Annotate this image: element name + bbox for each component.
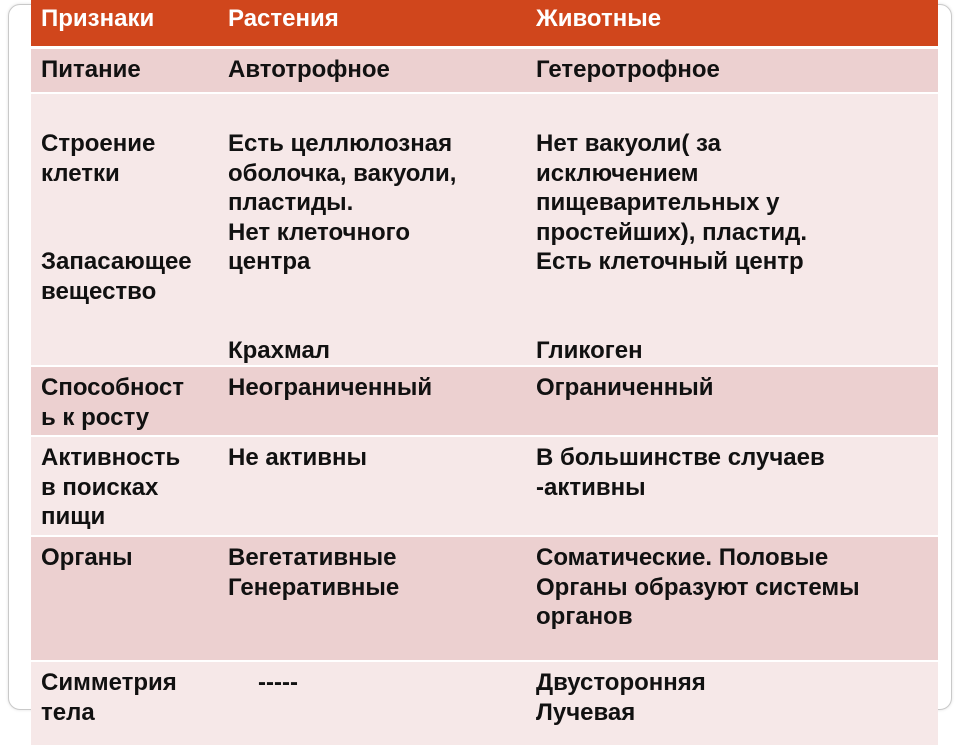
cell-plants: Неограниченный <box>218 366 526 436</box>
table-header-row <box>31 0 938 48</box>
table-row-nutrition <box>31 48 938 93</box>
table-row-activity <box>31 436 938 536</box>
cell-feature: Питание <box>31 48 218 93</box>
cell-plants <box>218 93 526 367</box>
cell-plants: Вегетативные Генеративные <box>218 536 526 661</box>
cell-animals: Двусторонняя Лучевая <box>526 661 938 746</box>
cell-feature: Активность в поисках пищи <box>31 436 218 536</box>
cell-plants-part-1: Есть целлюлозная оболочка, вакуоли, пластиды. Нет клеточного центра <box>228 130 457 275</box>
cell-feature-part-2: Запасающее вещество <box>41 248 192 305</box>
table-row-organs <box>31 536 938 661</box>
cell-animals-part-1: Нет вакуоли( за исключением пищеварительных у простейших), пластид. Есть клеточный центр <box>536 130 807 275</box>
cell-plants <box>218 661 526 746</box>
cell-animals: Гетеротрофное <box>526 48 938 93</box>
cell-animals: Ограниченный <box>526 366 938 436</box>
cell-feature-part-1: Строение клетки <box>41 130 156 187</box>
comparison-table <box>31 0 938 747</box>
cell-plants-part-2: Крахмал <box>228 336 331 364</box>
cell-gap <box>228 277 520 307</box>
cell-gap <box>536 277 932 307</box>
table-row-cell-structure <box>31 93 938 367</box>
cell-plants-dash: ----- <box>258 669 298 696</box>
cell-plants: Не активны <box>218 436 526 536</box>
cell-animals: В большинстве случаев -активны <box>526 436 938 536</box>
cell-animals-part-2: Гликоген <box>536 336 643 364</box>
header-plants: Растения <box>218 0 526 48</box>
cell-plants: Автотрофное <box>218 48 526 93</box>
header-features: Признаки <box>31 0 218 48</box>
cell-feature: Органы <box>31 536 218 661</box>
cell-animals: Соматические. Половые Органы образуют системы органов <box>526 536 938 661</box>
cell-feature: Симметрия тела <box>31 661 218 746</box>
cell-feature <box>31 93 218 367</box>
cell-feature: Способност ь к росту <box>31 366 218 436</box>
cell-animals <box>526 93 938 367</box>
table-row-growth <box>31 366 938 436</box>
table-row-symmetry <box>31 661 938 746</box>
header-animals: Животные <box>526 0 938 48</box>
cell-gap <box>41 188 212 218</box>
